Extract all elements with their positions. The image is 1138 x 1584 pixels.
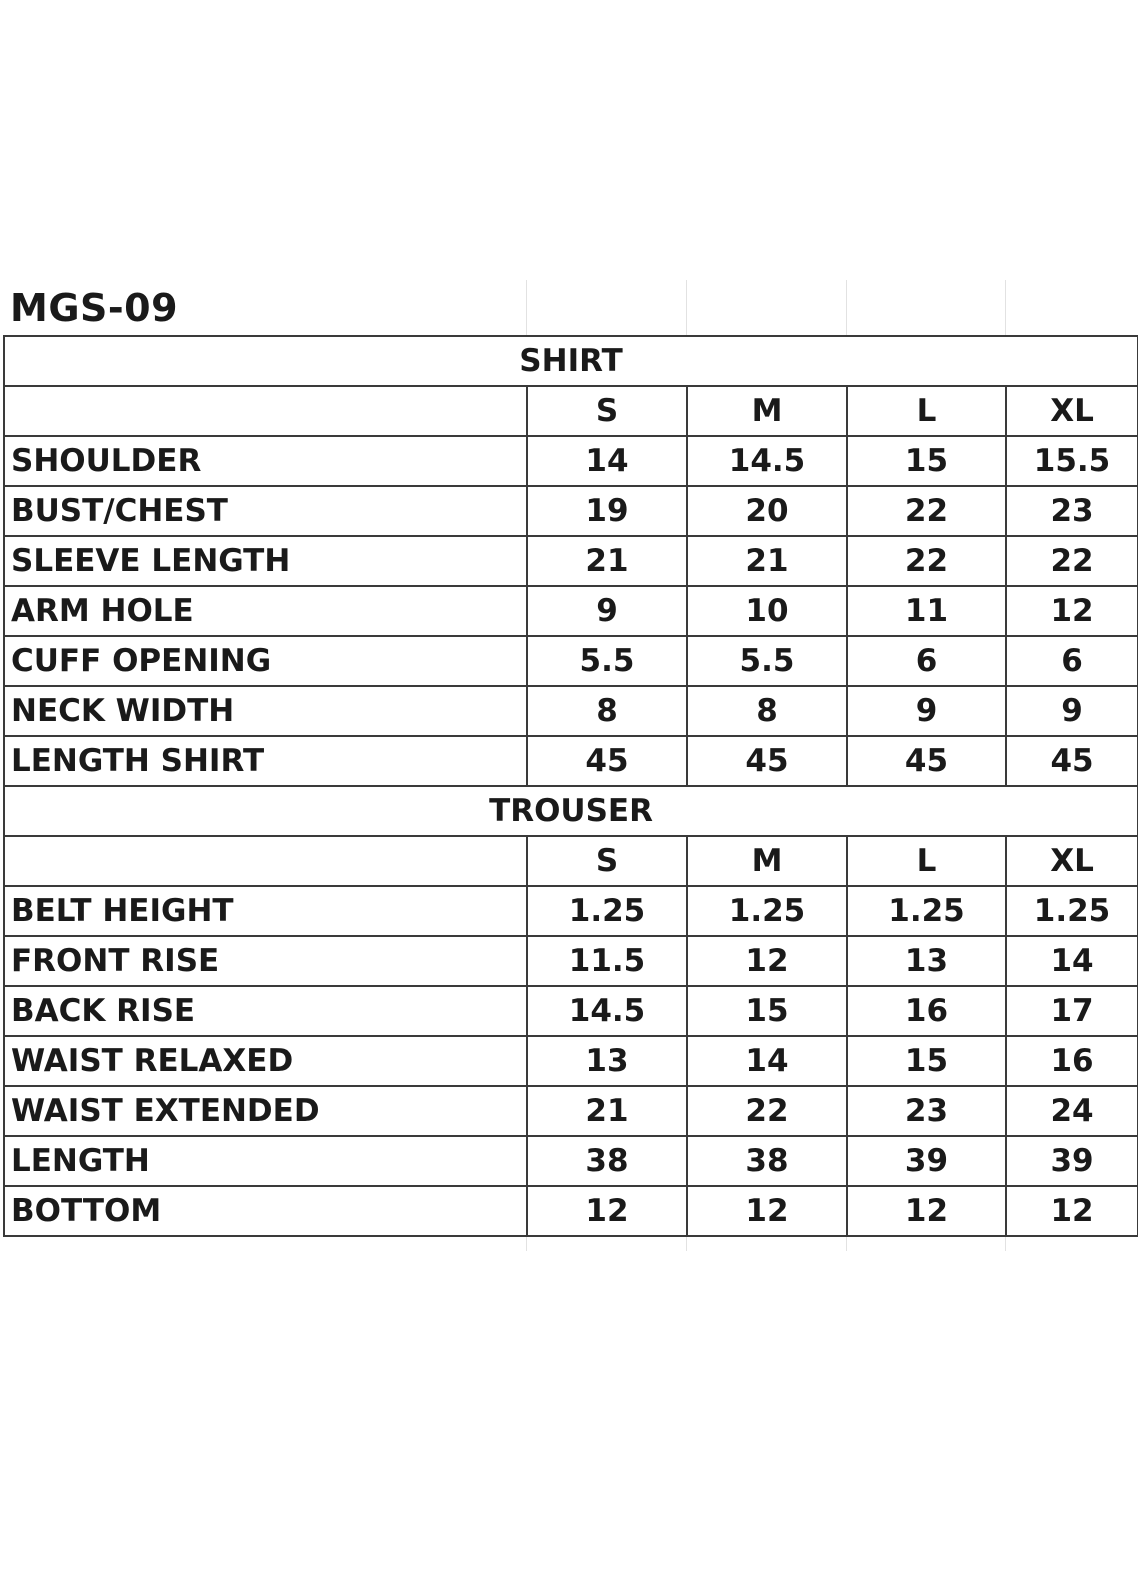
measurement-value: 23 (1006, 486, 1138, 536)
chart-title: MGS-09 (10, 286, 179, 330)
measurement-value: 39 (1006, 1136, 1138, 1186)
measurement-value: 22 (847, 536, 1006, 586)
size-chart (0, 280, 1138, 1251)
size-header: XL (1006, 386, 1138, 436)
table-row (4, 1036, 1138, 1086)
measurement-value: 11.5 (527, 936, 687, 986)
measurement-value: 14 (1006, 936, 1138, 986)
shirt-section-row (4, 336, 1138, 386)
measurement-value: 12 (1006, 1186, 1138, 1236)
table-row (4, 486, 1138, 536)
measurement-value: 13 (847, 936, 1006, 986)
gridline (1005, 280, 1006, 335)
measurement-value: 13 (527, 1036, 687, 1086)
measurement-value: 24 (1006, 1086, 1138, 1136)
measurement-value: 12 (1006, 586, 1138, 636)
measurement-value: 5.5 (527, 636, 687, 686)
measurement-value: 45 (1006, 736, 1138, 786)
size-header: XL (1006, 836, 1138, 886)
measurement-label: ARM HOLE (4, 586, 527, 636)
gridline (526, 1237, 527, 1251)
measurement-label: BOTTOM (4, 1186, 527, 1236)
measurement-value: 8 (527, 686, 687, 736)
measurement-value: 21 (527, 1086, 687, 1136)
measurement-value: 14 (527, 436, 687, 486)
measurement-value: 12 (847, 1186, 1006, 1236)
size-header: M (687, 836, 847, 886)
measurement-value: 22 (1006, 536, 1138, 586)
measurement-label: SHOULDER (4, 436, 527, 486)
size-header: S (527, 386, 687, 436)
tail-row (0, 1237, 1138, 1251)
measurement-value: 15 (847, 1036, 1006, 1086)
measurement-label: LENGTH SHIRT (4, 736, 527, 786)
measurement-value: 15.5 (1006, 436, 1138, 486)
measurement-value: 12 (527, 1186, 687, 1236)
measurement-label: FRONT RISE (4, 936, 527, 986)
measurement-label: BELT HEIGHT (4, 886, 527, 936)
table-row (4, 536, 1138, 586)
measurement-value: 9 (527, 586, 687, 636)
measurement-value: 9 (1006, 686, 1138, 736)
measurement-value: 21 (527, 536, 687, 586)
measurement-value: 10 (687, 586, 847, 636)
measurement-value: 39 (847, 1136, 1006, 1186)
measurement-value: 14.5 (687, 436, 847, 486)
measurement-value: 6 (847, 636, 1006, 686)
measurement-value: 17 (1006, 986, 1138, 1036)
gridline (846, 280, 847, 335)
table-row (4, 986, 1138, 1036)
size-table (3, 335, 1138, 1237)
trouser-section-row (4, 786, 1138, 836)
measurement-value: 9 (847, 686, 1006, 736)
table-row (4, 586, 1138, 636)
measurement-value: 38 (527, 1136, 687, 1186)
measurement-value: 45 (687, 736, 847, 786)
measurement-value: 23 (847, 1086, 1006, 1136)
measurement-label: WAIST RELAXED (4, 1036, 527, 1086)
table-row (4, 436, 1138, 486)
shirt-section-label: SHIRT (4, 336, 1138, 386)
measurement-value: 14 (687, 1036, 847, 1086)
table-row (4, 1086, 1138, 1136)
gridline (1005, 1237, 1006, 1251)
measurement-label: WAIST EXTENDED (4, 1086, 527, 1136)
size-header: M (687, 386, 847, 436)
measurement-value: 22 (687, 1086, 847, 1136)
size-header: S (527, 836, 687, 886)
measurement-value: 5.5 (687, 636, 847, 686)
table-row (4, 936, 1138, 986)
measurement-value: 12 (687, 1186, 847, 1236)
measurement-value: 45 (847, 736, 1006, 786)
measurement-value: 6 (1006, 636, 1138, 686)
measurement-value: 14.5 (527, 986, 687, 1036)
gridline (846, 1237, 847, 1251)
gridline (526, 280, 527, 335)
measurement-label: BACK RISE (4, 986, 527, 1036)
empty-cell (4, 386, 527, 436)
measurement-value: 45 (527, 736, 687, 786)
size-header: L (847, 836, 1006, 886)
measurement-value: 20 (687, 486, 847, 536)
measurement-value: 1.25 (527, 886, 687, 936)
measurement-value: 15 (847, 436, 1006, 486)
measurement-label: CUFF OPENING (4, 636, 527, 686)
measurement-value: 16 (1006, 1036, 1138, 1086)
table-row (4, 636, 1138, 686)
measurement-value: 1.25 (687, 886, 847, 936)
measurement-value: 12 (687, 936, 847, 986)
measurement-value: 15 (687, 986, 847, 1036)
trouser-section-label: TROUSER (4, 786, 1138, 836)
table-row (4, 686, 1138, 736)
table-row (4, 736, 1138, 786)
measurement-value: 1.25 (847, 886, 1006, 936)
measurement-value: 21 (687, 536, 847, 586)
measurement-value: 8 (687, 686, 847, 736)
measurement-value: 19 (527, 486, 687, 536)
measurement-label: LENGTH (4, 1136, 527, 1186)
measurement-value: 11 (847, 586, 1006, 636)
measurement-label: BUST/CHEST (4, 486, 527, 536)
table-row (4, 1186, 1138, 1236)
shirt-size-header-row (4, 386, 1138, 436)
size-header: L (847, 386, 1006, 436)
gridline (686, 1237, 687, 1251)
title-row (0, 280, 1138, 335)
measurement-value: 38 (687, 1136, 847, 1186)
empty-cell (4, 836, 527, 886)
measurement-value: 1.25 (1006, 886, 1138, 936)
measurement-label: SLEEVE LENGTH (4, 536, 527, 586)
trouser-size-header-row (4, 836, 1138, 886)
gridline (686, 280, 687, 335)
measurement-label: NECK WIDTH (4, 686, 527, 736)
table-row (4, 1136, 1138, 1186)
measurement-value: 22 (847, 486, 1006, 536)
table-row (4, 886, 1138, 936)
measurement-value: 16 (847, 986, 1006, 1036)
